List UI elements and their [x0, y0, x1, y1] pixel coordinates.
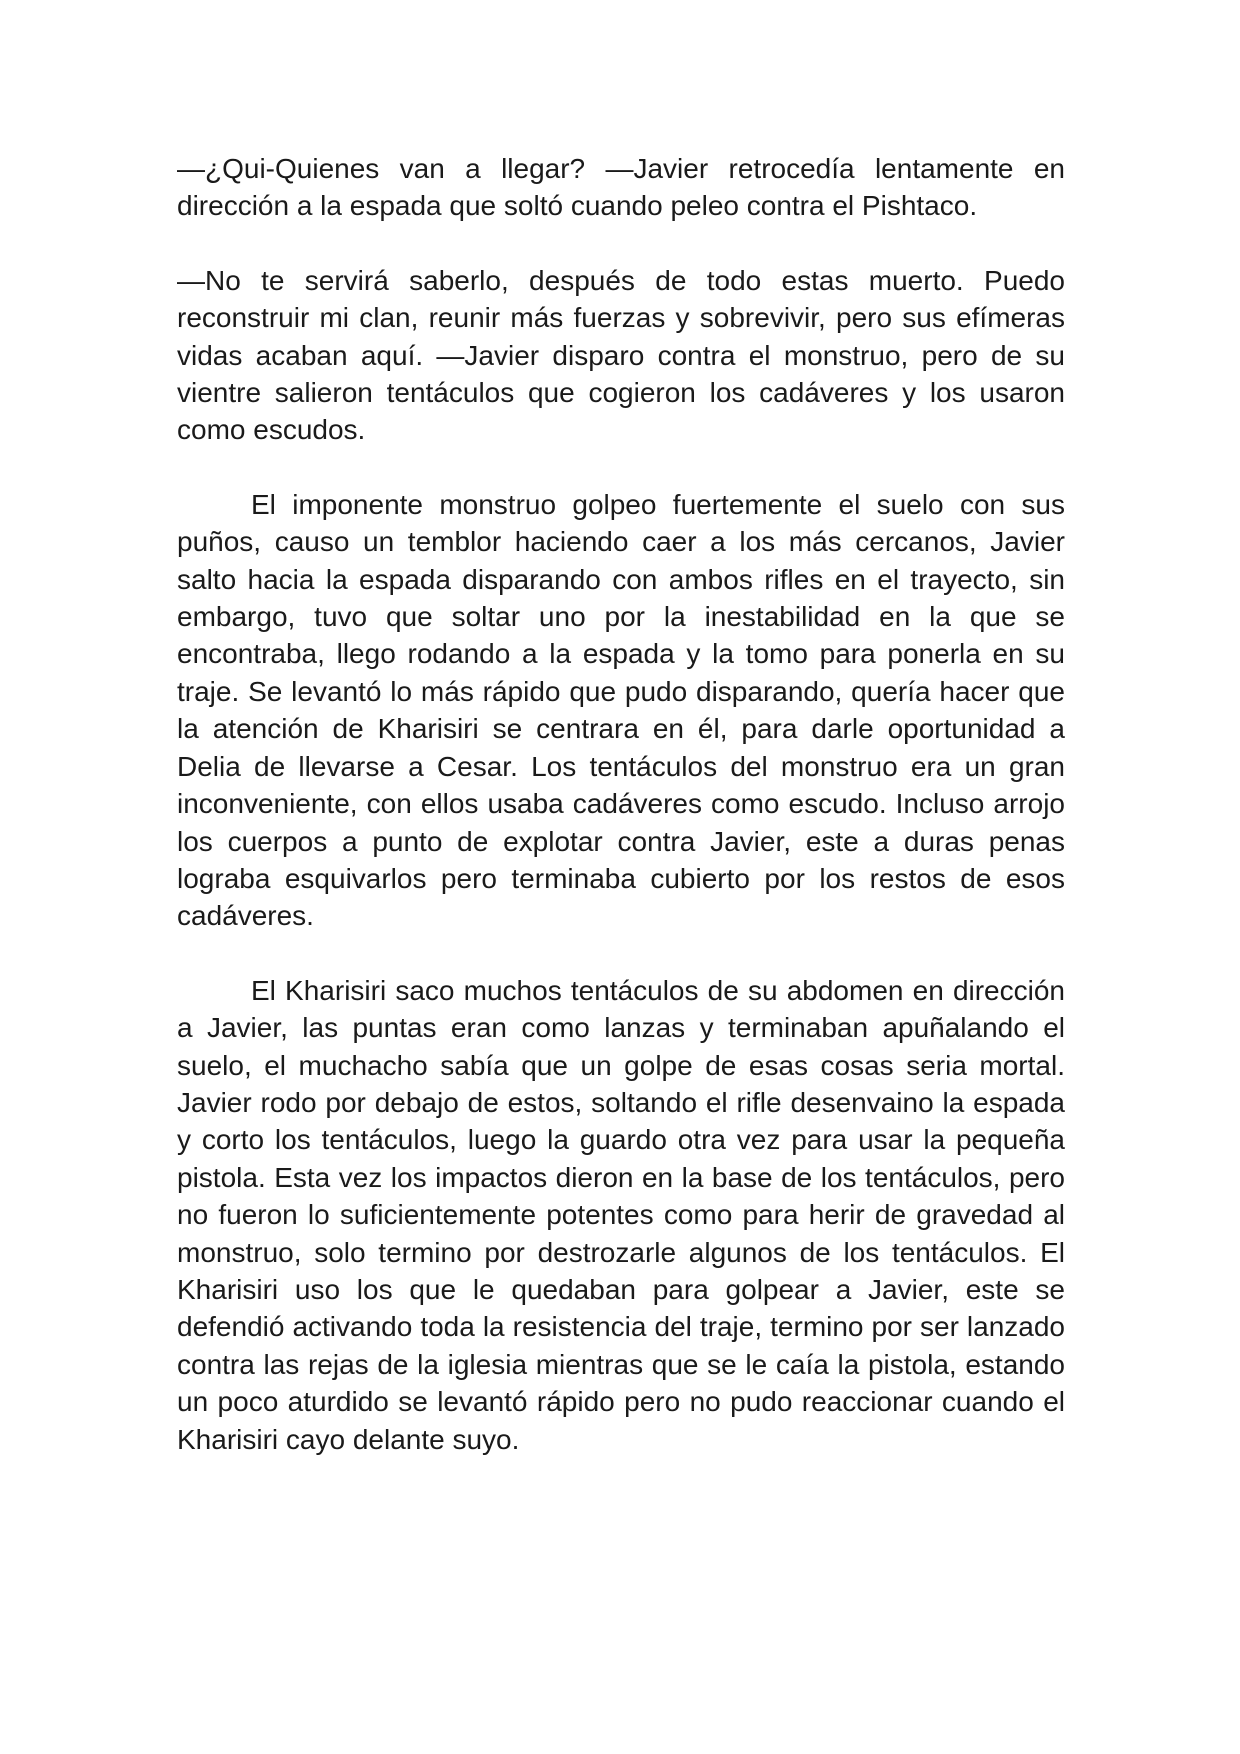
- paragraph: —No te servirá saberlo, después de todo estas muerto. Puedo reconstruir mi clan, reunir más fuerzas y sobrevivir, pero sus efímeras vidas acaban aquí. —Javier disparo contra el monstruo, pero de su vientre salieron tentáculos que cogieron los cadáveres y los usaron como escudos.: [177, 264, 1065, 446]
- body-text: [177, 150, 1065, 1458]
- paragraph: El imponente monstruo golpeo fuertemente el suelo con sus puños, causo un temblor haciendo caer a los más cercanos, Javier salto hacia la espada disparando con ambos rifles en el trayecto, sin embargo, tuvo que soltar uno por la inestabilidad en la que se encontraba, llego rodando a la espada y la tomo para ponerla en su traje. Se levantó lo más rápido que pudo disparando, quería hacer que la atención de Kharisiri se centrara en él, para darle oportunidad a Delia de llevarse a Cesar. Los tentáculos del monstruo era un gran inconveniente, con ellos usaba cadáveres como escudo. Incluso arrojo los cuerpos a punto de explotar contra Javier, este a duras penas lograba esquivarlos pero terminaba cubierto por los restos de esos cadáveres.: [177, 488, 1065, 932]
- paragraph: —¿Qui-Quienes van a llegar? —Javier retrocedía lentamente en dirección a la espada que soltó cuando peleo contra el Pishtaco.: [177, 153, 1065, 222]
- paragraph: El Kharisiri saco muchos tentáculos de su abdomen en dirección a Javier, las puntas eran como lanzas y terminaban apuñalando el suelo, el muchacho sabía que un golpe de esas cosas seria mortal. Javier rodo por debajo de estos, soltando el rifle desenvaino la espada y corto los tentáculos, luego la guardo otra vez para usar la pequeña pistola. Esta vez los impactos dieron en la base de los tentáculos, pero no fueron lo suficientemente potentes como para herir de gravedad al monstruo, solo termino por destrozarle algunos de los tentáculos. El Kharisiri uso los que le quedaban para golpear a Javier, este se defendió activando toda la resistencia del traje, termino por ser lanzado contra las rejas de la iglesia mientras que se le caía la pistola, estando un poco aturdido se levantó rápido pero no pudo reaccionar cuando el Kharisiri cayo delante suyo.: [177, 974, 1065, 1455]
